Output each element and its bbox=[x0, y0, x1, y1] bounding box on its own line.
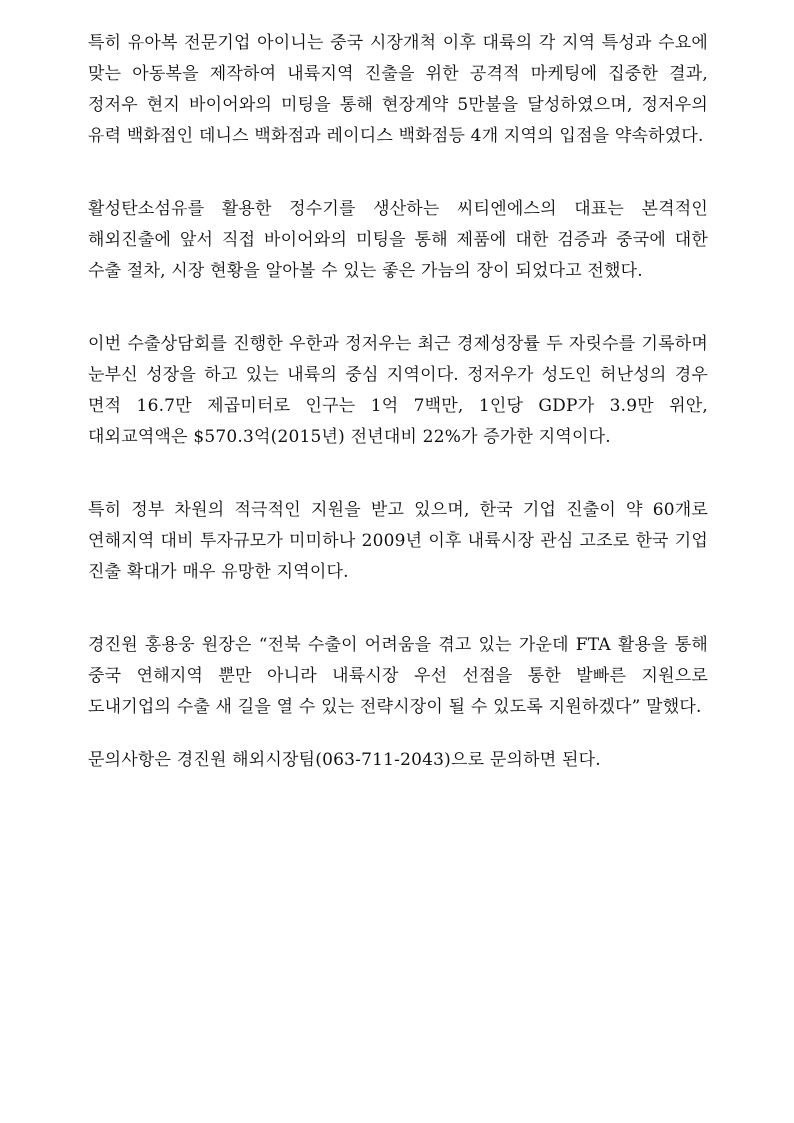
paragraph-government-support: 특히 정부 차원의 적극적인 지원을 받고 있으며, 한국 기업 진출이 약 60개로 연해지역 대비 투자규모가 미미하나 2009년 이후 내륙시장 관심 고조로 한국 기업 진출 확대가 매우 유망한 지역이다. bbox=[88, 500, 708, 582]
paragraph-aini-contract: 특히 유아복 전문기업 아이니는 중국 시장개척 이후 대륙의 각 지역 특성과 수요에 맞는 아동복을 제작하여 내륙지역 진출을 위한 공격적 마케팅에 집중한 결과, 정저우 현지 바이어와의 미팅을 통해 현장계약 5만불을 달성하였으며, 정저우의 유력 백화점인 데니스 백화점과 레이디스 백화점등 4개 지역의 입점을 약속하였다. bbox=[88, 33, 708, 146]
paragraph-contact-info: 문의사항은 경진원 해외시장팀(063-711-2043)으로 문의하면 된다. bbox=[88, 750, 601, 770]
paragraph-wuhan-zhengzhou: 이번 수출상담회를 진행한 우한과 정저우는 최근 경제성장률 두 자릿수를 기록하며 눈부신 성장을 하고 있는 내륙의 중심 지역이다. 정저우가 성도인 허난성의 경우 면적 16.7만 제곱미터로 인구는 1억 7백만, 1인당 GDP가 3.9만 위안, 대외교역액은 $570.3억(2015년) 전년대비 22%가 증가한 지역이다. bbox=[88, 334, 708, 447]
paragraph-ctns-water-purifier: 활성탄소섬유를 활용한 정수기를 생산하는 씨티엔에스의 대표는 본격적인 해외진출에 앞서 직접 바이어와의 미팅을 통해 제품에 대한 검증과 중국에 대한 수출 절차, 시장 현황을 알아볼 수 있는 좋은 가늠의 장이 되었다고 전했다. bbox=[88, 199, 708, 281]
paragraph-director-quote: 경진원 홍용웅 원장은 “전북 수출이 어려움을 겪고 있는 가운데 FTA 활용을 통해 중국 연해지역 뿐만 아니라 내륙시장 우선 선점을 통한 발빠른 지원으로 도내기업의 수출 새 길을 열 수 있는 전략시장이 될 수 있도록 지원하겠다” 말했다. bbox=[88, 635, 708, 717]
document-page bbox=[88, 28, 708, 818]
